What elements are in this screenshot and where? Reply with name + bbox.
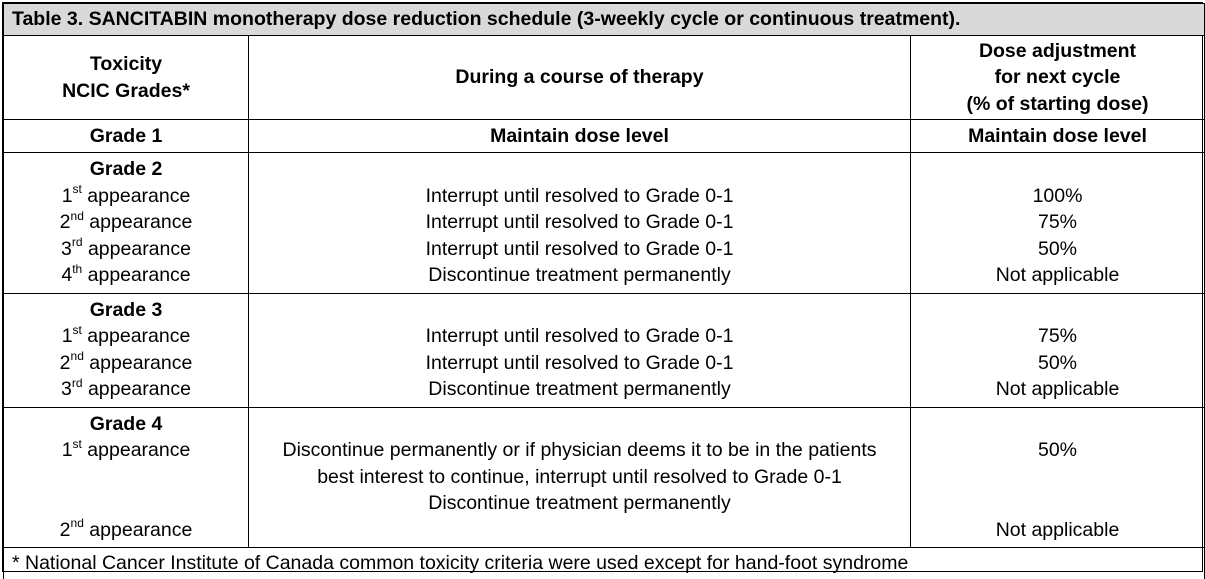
- grade-4-row: [4, 407, 1205, 548]
- adjust-value: 50%: [911, 437, 1204, 464]
- grade-2-adjust: [911, 153, 1205, 294]
- dose-reduction-table: [3, 3, 1205, 579]
- occurrence-label: 4th appearance: [4, 262, 248, 289]
- occurrence-label: 1st appearance: [4, 323, 248, 350]
- grade-3-row: [4, 293, 1205, 407]
- adjust-value: 75%: [911, 323, 1204, 350]
- grade-4-occurrences: [4, 407, 249, 548]
- grade-4-during: [249, 407, 911, 548]
- grade-1-label: Grade 1: [4, 120, 249, 153]
- during-text: Interrupt until resolved to Grade 0-1: [249, 183, 910, 210]
- adjust-value: 50%: [911, 350, 1204, 377]
- header-toxicity-line-2: NCIC Grades*: [4, 78, 248, 105]
- table-title: Table 3. SANCITABIN monotherapy dose reduction schedule (3-weekly cycle or continuous treatment).: [4, 4, 1205, 36]
- during-text: Interrupt until resolved to Grade 0-1: [249, 350, 910, 377]
- header-toxicity-line-1: Toxicity: [4, 51, 248, 78]
- occurrence-label: 2nd appearance: [4, 209, 248, 236]
- occurrence-label: 1st appearance: [4, 437, 248, 464]
- during-text: Interrupt until resolved to Grade 0-1: [249, 323, 910, 350]
- adjust-value: Not applicable: [911, 517, 1204, 544]
- dose-reduction-table-frame: [2, 2, 1203, 572]
- header-adjust-line-1: Dose adjustment: [911, 38, 1204, 65]
- grade-3-adjust: [911, 293, 1205, 407]
- grade-2-label: Grade 2: [4, 156, 248, 183]
- occurrence-label: 3rd appearance: [4, 236, 248, 263]
- during-text: Discontinue treatment permanently: [249, 490, 910, 517]
- footnote-row: [4, 548, 1205, 579]
- grade-3-occurrences: [4, 293, 249, 407]
- footnote: * National Cancer Institute of Canada common toxicity criteria were used except for hand-foot syndrome: [4, 548, 1205, 579]
- table-title-row: [4, 4, 1205, 36]
- header-row: [4, 36, 1205, 120]
- adjust-value: 75%: [911, 209, 1204, 236]
- occurrence-label: 1st appearance: [4, 183, 248, 210]
- during-text: Discontinue treatment permanently: [249, 262, 910, 289]
- grade-2-during: [249, 153, 911, 294]
- grade-1-adjust: Maintain dose level: [911, 120, 1205, 153]
- header-adjust-line-3: (% of starting dose): [911, 91, 1204, 118]
- header-dose-adjustment: [911, 36, 1205, 120]
- grade-2-row: [4, 153, 1205, 294]
- grade-4-adjust: [911, 407, 1205, 548]
- adjust-value: Not applicable: [911, 262, 1204, 289]
- adjust-value: Not applicable: [911, 376, 1204, 403]
- adjust-value: 100%: [911, 183, 1204, 210]
- occurrence-label: 3rd appearance: [4, 376, 248, 403]
- header-toxicity: [4, 36, 249, 120]
- grade-3-during: [249, 293, 911, 407]
- adjust-value: 50%: [911, 236, 1204, 263]
- header-during: During a course of therapy: [249, 36, 911, 120]
- during-text: Discontinue permanently or if physician deems it to be in the patients best interest to continue, interrupt until resolved to Grade 0-1: [249, 437, 910, 490]
- grade-4-label: Grade 4: [4, 411, 248, 438]
- during-text: Interrupt until resolved to Grade 0-1: [249, 236, 910, 263]
- occurrence-label: 2nd appearance: [4, 517, 248, 544]
- occurrence-label: 2nd appearance: [4, 350, 248, 377]
- grade-2-occurrences: [4, 153, 249, 294]
- grade-1-during: Maintain dose level: [249, 120, 911, 153]
- grade-1-row: [4, 120, 1205, 153]
- header-adjust-line-2: for next cycle: [911, 64, 1204, 91]
- during-text: Interrupt until resolved to Grade 0-1: [249, 209, 910, 236]
- during-text: Discontinue treatment permanently: [249, 376, 910, 403]
- grade-3-label: Grade 3: [4, 297, 248, 324]
